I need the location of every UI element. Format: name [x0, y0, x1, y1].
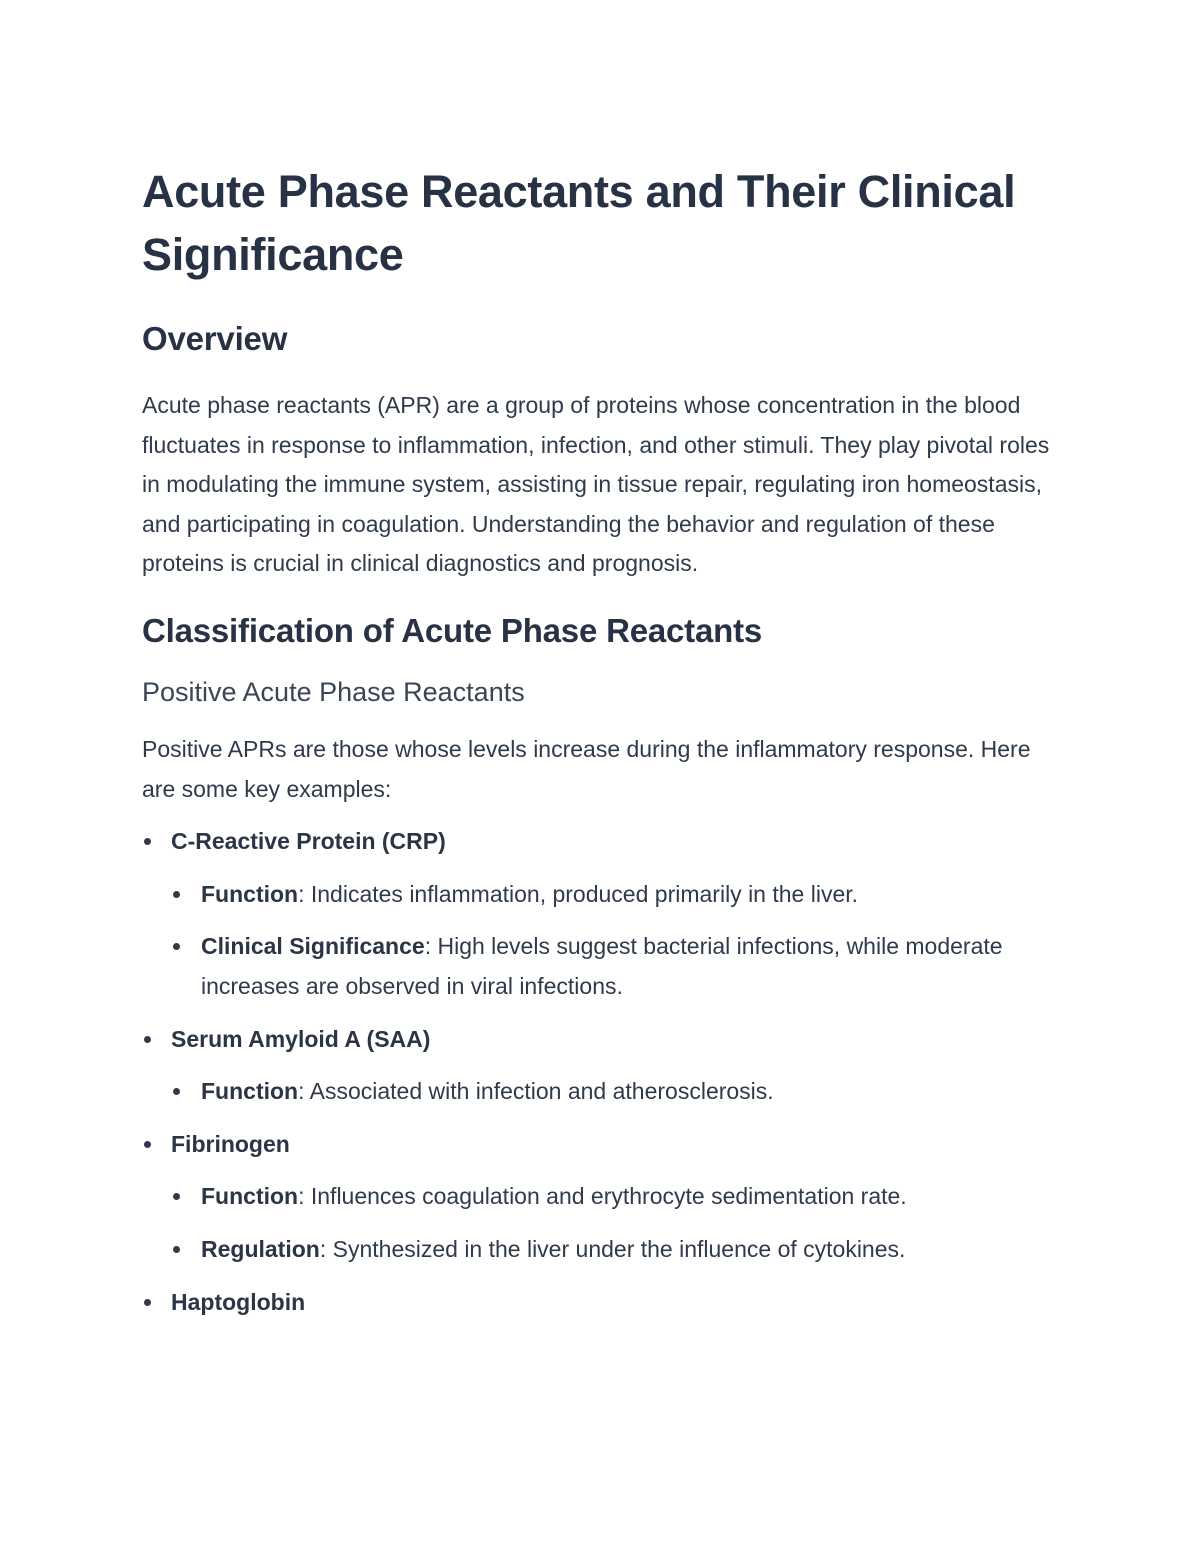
overview-paragraph: Acute phase reactants (APR) are a group of proteins whose concentration in the blood fluctuates in response to inflammation, infection, and other stimuli. They play pivotal roles in modulating the immune system, assisting in tissue repair, regulating iron homeostasis, and participating in coagulation. Understanding the behavior and regulation of these proteins is crucial in clinical diagnostics and prognosis.: [142, 392, 1050, 577]
list-item-fibrinogen: [142, 1125, 1062, 1270]
detail-term: Function: [201, 1078, 299, 1105]
item-name: Fibrinogen: [171, 1130, 290, 1157]
detail-text: : Indicates inflammation, produced primarily in the liver.: [298, 880, 859, 907]
list-item-haptoglobin: [142, 1283, 1062, 1323]
sub-list-item: [171, 1230, 1062, 1270]
detail-text: : Influences coagulation and erythrocyte sedimentation rate.: [298, 1183, 907, 1210]
item-name: Serum Amyloid A (SAA): [171, 1025, 431, 1052]
detail-text: : High levels suggest bacterial infections, while moderate increases are observed in viral infections.: [201, 933, 1003, 999]
bullet-icon: [144, 1299, 151, 1306]
list-item-saa: [142, 1020, 1062, 1112]
classification-heading: Classification of Acute Phase Reactants: [142, 611, 763, 649]
bullet-icon: [173, 943, 180, 950]
detail-term: Function: [201, 880, 299, 907]
bullet-icon: [173, 891, 180, 898]
positive-apr-intro: Positive APRs are those whose levels increase during the inflammatory response. Here are some key examples:: [142, 735, 1031, 802]
detail-term: Clinical Significance: [201, 933, 425, 960]
overview-heading: Overview: [142, 320, 288, 357]
sub-list-item: [171, 875, 1062, 915]
item-name: C-Reactive Protein (CRP): [171, 828, 446, 855]
sub-list: [171, 875, 1062, 1007]
bullet-icon: [144, 1036, 151, 1043]
sub-list-item: [171, 1072, 1062, 1112]
item-name: Haptoglobin: [171, 1288, 306, 1315]
positive-apr-list: [142, 822, 1062, 1322]
document-page: [142, 160, 1062, 1322]
positive-apr-heading: Positive Acute Phase Reactants: [142, 676, 525, 707]
bullet-icon: [144, 1141, 151, 1148]
list-item-crp: [142, 822, 1062, 1006]
page-title: Acute Phase Reactants and Their Clinical Significance: [142, 166, 1016, 280]
bullet-icon: [144, 838, 151, 845]
detail-term: Regulation: [201, 1235, 320, 1262]
sub-list-item: [171, 927, 1062, 1006]
sub-list: [171, 1177, 1062, 1269]
sub-list-item: [171, 1177, 1062, 1217]
bullet-icon: [173, 1246, 180, 1253]
detail-term: Function: [201, 1183, 299, 1210]
bullet-icon: [173, 1193, 180, 1200]
detail-text: : Associated with infection and atherosclerosis.: [298, 1078, 774, 1105]
bullet-icon: [173, 1088, 180, 1095]
sub-list: [171, 1072, 1062, 1112]
detail-text: : Synthesized in the liver under the influence of cytokines.: [319, 1235, 906, 1262]
